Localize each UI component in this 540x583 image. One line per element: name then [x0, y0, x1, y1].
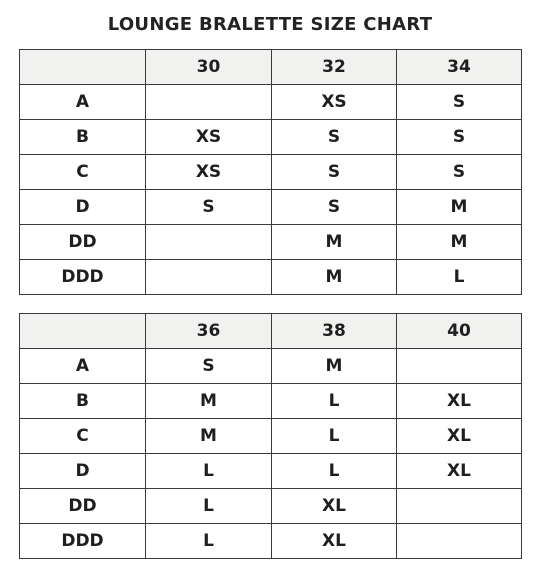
size-cell: S: [397, 85, 522, 120]
band-header: 32: [272, 50, 397, 85]
size-cell: M: [272, 225, 397, 260]
size-table-small-bands: [19, 49, 522, 295]
cup-label: C: [20, 419, 146, 454]
cup-label: C: [20, 155, 146, 190]
cup-label: DD: [20, 225, 146, 260]
corner-cell: [20, 314, 146, 349]
cup-label: B: [20, 120, 146, 155]
size-table-large-bands: [19, 313, 522, 559]
band-header: 30: [146, 50, 272, 85]
size-cell: [397, 489, 522, 524]
cup-label: DDD: [20, 524, 146, 559]
table-row: [20, 524, 522, 559]
band-header: 34: [397, 50, 522, 85]
cup-label: D: [20, 454, 146, 489]
size-cell: L: [272, 419, 397, 454]
size-cell: XL: [397, 454, 522, 489]
table-row: [20, 155, 522, 190]
table-row: [20, 225, 522, 260]
cup-label: B: [20, 384, 146, 419]
size-cell: M: [272, 349, 397, 384]
size-cell: XL: [272, 524, 397, 559]
size-cell: M: [146, 419, 272, 454]
table-row: [20, 260, 522, 295]
table-row: [20, 85, 522, 120]
band-header-row: [20, 314, 522, 349]
size-cell: XL: [397, 419, 522, 454]
size-cell: S: [146, 349, 272, 384]
size-cell: [397, 524, 522, 559]
table-row: [20, 190, 522, 225]
size-cell: XL: [397, 384, 522, 419]
size-cell: [146, 85, 272, 120]
band-header: 38: [272, 314, 397, 349]
cup-label: DDD: [20, 260, 146, 295]
table-row: [20, 454, 522, 489]
size-cell: L: [146, 454, 272, 489]
size-cell: L: [397, 260, 522, 295]
size-cell: S: [397, 155, 522, 190]
table-row: [20, 419, 522, 454]
table-row: [20, 489, 522, 524]
size-cell: M: [272, 260, 397, 295]
cup-label: D: [20, 190, 146, 225]
cup-label: A: [20, 349, 146, 384]
size-cell: S: [272, 120, 397, 155]
size-cell: [146, 225, 272, 260]
chart-title: LOUNGE BRALETTE SIZE CHART: [107, 14, 433, 35]
table-row: [20, 349, 522, 384]
size-cell: XS: [272, 85, 397, 120]
size-cell: L: [146, 489, 272, 524]
size-cell: L: [272, 384, 397, 419]
size-cell: M: [397, 190, 522, 225]
size-cell: XL: [272, 489, 397, 524]
size-cell: S: [272, 190, 397, 225]
size-cell: S: [146, 190, 272, 225]
size-cell: S: [397, 120, 522, 155]
corner-cell: [20, 50, 146, 85]
size-cell: [146, 260, 272, 295]
table-row: [20, 384, 522, 419]
table-row: [20, 120, 522, 155]
size-cell: S: [272, 155, 397, 190]
size-cell: [397, 349, 522, 384]
size-cell: M: [397, 225, 522, 260]
size-cell: L: [272, 454, 397, 489]
band-header: 40: [397, 314, 522, 349]
band-header: 36: [146, 314, 272, 349]
size-cell: XS: [146, 120, 272, 155]
size-cell: M: [146, 384, 272, 419]
cup-label: A: [20, 85, 146, 120]
band-header-row: [20, 50, 522, 85]
size-cell: L: [146, 524, 272, 559]
size-cell: XS: [146, 155, 272, 190]
cup-label: DD: [20, 489, 146, 524]
